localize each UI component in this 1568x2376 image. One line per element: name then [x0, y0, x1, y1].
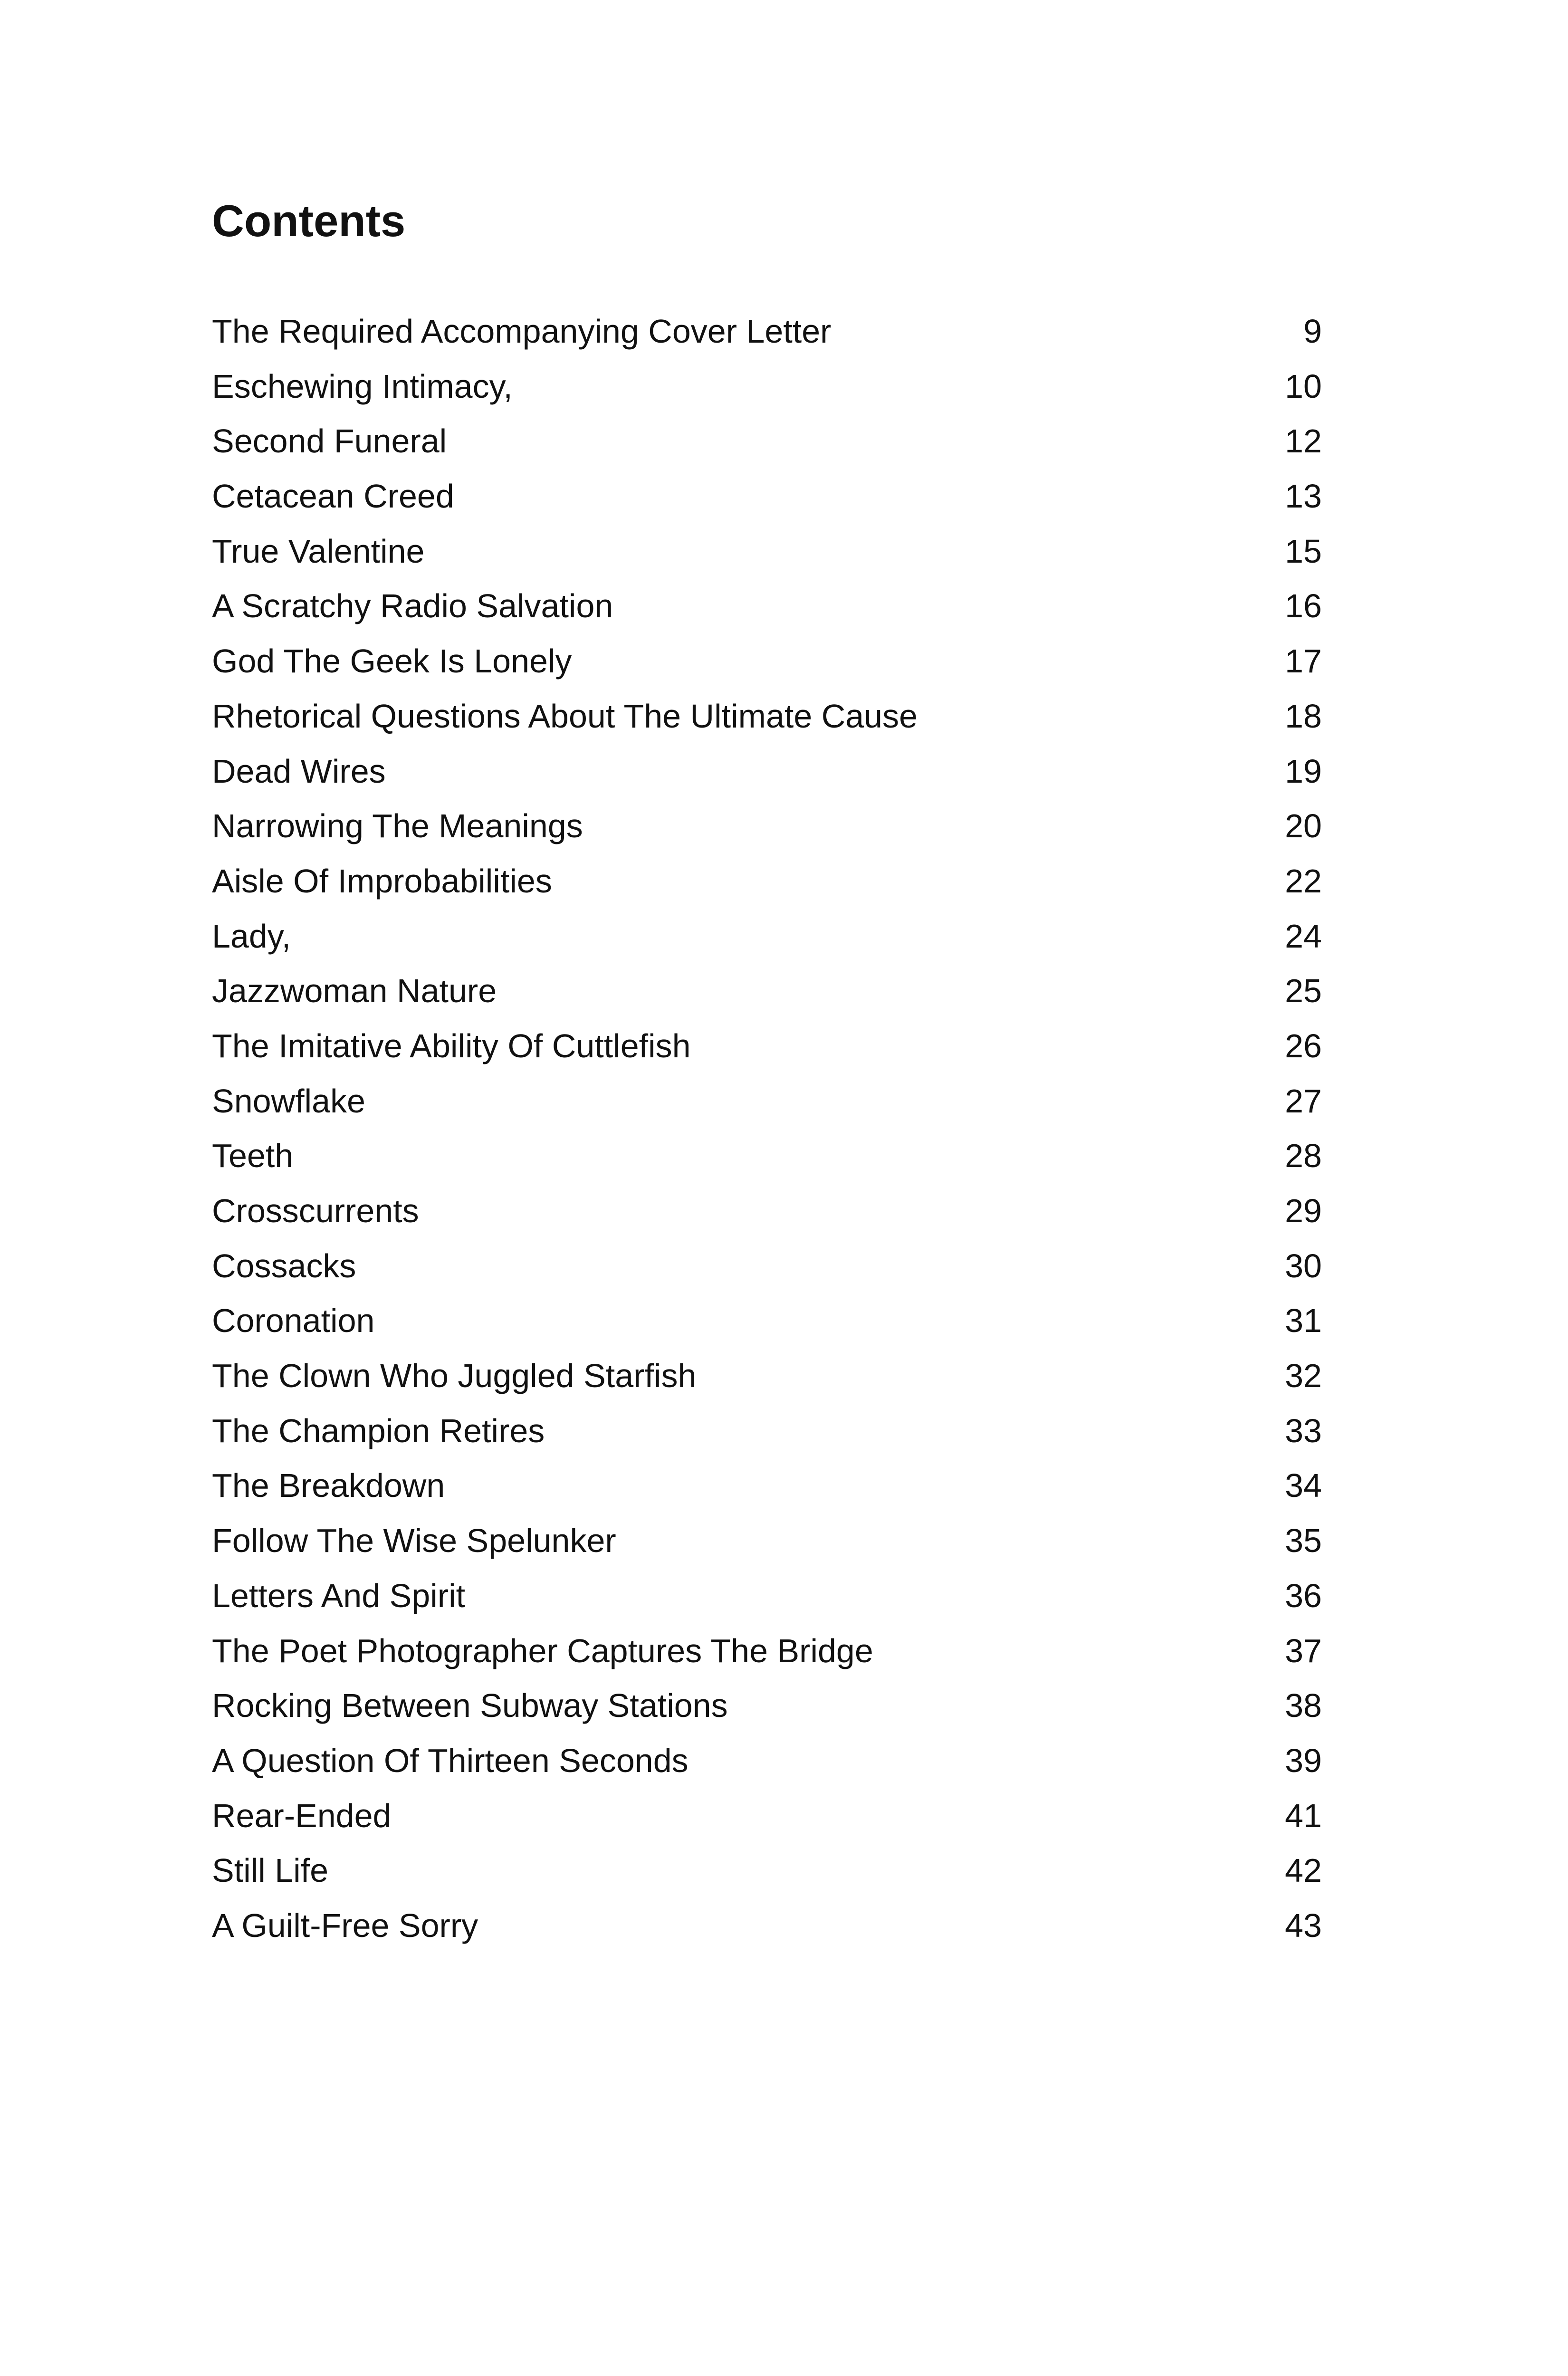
toc-entry [212, 1514, 1322, 1569]
toc-entry-title: Cossacks [212, 1247, 356, 1284]
toc-entry-page-number: 41 [1285, 1797, 1322, 1834]
toc-entry-page-number: 16 [1285, 587, 1322, 625]
toc-entry [212, 1074, 1322, 1129]
toc-entry-title: Snowflake [212, 1082, 365, 1120]
toc-entry [212, 689, 1322, 744]
toc-entry-page-number: 43 [1285, 1907, 1322, 1944]
toc-entry-title: Follow The Wise Spelunker [212, 1522, 616, 1560]
toc-entry-title: Still Life [212, 1852, 329, 1889]
toc-entry-title: Second Funeral [212, 422, 447, 460]
toc-entry-title: The Champion Retires [212, 1412, 545, 1449]
toc-entry-page-number: 18 [1285, 697, 1322, 735]
toc-entry-page-number: 30 [1285, 1247, 1322, 1284]
toc-entry-title: The Required Accompanying Cover Letter [212, 313, 832, 350]
toc-entry-page-number: 31 [1285, 1302, 1322, 1340]
toc-entry-page-number: 10 [1285, 367, 1322, 405]
toc-entry [212, 744, 1322, 799]
toc-entry-title: The Breakdown [212, 1467, 445, 1504]
toc-entry [212, 1129, 1322, 1184]
toc-entry [212, 1293, 1322, 1349]
toc-entry-title: Crosscurrents [212, 1192, 419, 1229]
toc-entry [212, 1019, 1322, 1074]
toc-entry-title: True Valentine [212, 532, 425, 570]
toc-entry-title: Cetacean Creed [212, 478, 454, 515]
toc-entry-title: A Scratchy Radio Salvation [212, 587, 613, 625]
toc-entry [212, 359, 1322, 414]
toc-entry [212, 1184, 1322, 1239]
toc-entry-page-number: 35 [1285, 1522, 1322, 1560]
toc-entry-page-number: 26 [1285, 1027, 1322, 1064]
toc-entry-page-number: 33 [1285, 1412, 1322, 1449]
toc-entry [212, 909, 1322, 964]
toc-entry-page-number: 28 [1285, 1137, 1322, 1175]
toc-entry-page-number: 27 [1285, 1082, 1322, 1120]
toc-entry-page-number: 34 [1285, 1467, 1322, 1504]
toc-entry [212, 1624, 1322, 1679]
toc-entry-page-number: 15 [1285, 532, 1322, 570]
toc-entry [212, 579, 1322, 634]
toc-entry-title: Dead Wires [212, 752, 386, 790]
toc-entry-title: Rocking Between Subway Stations [212, 1687, 728, 1725]
toc-entry-page-number: 24 [1285, 917, 1322, 955]
toc-entry-page-number: 22 [1285, 862, 1322, 900]
toc-entry [212, 304, 1322, 359]
toc-entry [212, 634, 1322, 689]
toc-entry [212, 1678, 1322, 1734]
toc-entry-title: The Imitative Ability Of Cuttlefish [212, 1027, 691, 1064]
toc-entry-page-number: 37 [1285, 1632, 1322, 1669]
toc-entry-title: A Question Of Thirteen Seconds [212, 1742, 688, 1779]
toc-entry [212, 1458, 1322, 1514]
toc-entry [212, 1898, 1322, 1954]
toc-entry-title: Rhetorical Questions About The Ultimate Cause [212, 697, 918, 735]
toc-entry [212, 414, 1322, 469]
toc-entry [212, 1239, 1322, 1294]
toc-entry-page-number: 9 [1303, 313, 1322, 350]
toc-entry [212, 799, 1322, 854]
toc-entry-page-number: 25 [1285, 972, 1322, 1010]
table-of-contents [212, 304, 1322, 1954]
toc-entry-title: Jazzwoman Nature [212, 972, 497, 1010]
toc-entry-title: Coronation [212, 1302, 375, 1340]
toc-entry [212, 1349, 1322, 1404]
toc-entry [212, 469, 1322, 524]
toc-entry [212, 524, 1322, 579]
toc-entry-title: The Poet Photographer Captures The Bridge [212, 1632, 873, 1669]
toc-entry-title: Teeth [212, 1137, 294, 1175]
toc-entry-title: God The Geek Is Lonely [212, 642, 572, 680]
toc-entry-title: The Clown Who Juggled Starfish [212, 1357, 697, 1395]
toc-entry-page-number: 17 [1285, 642, 1322, 680]
toc-entry-page-number: 29 [1285, 1192, 1322, 1229]
toc-entry-title: Letters And Spirit [212, 1577, 466, 1614]
toc-entry [212, 1843, 1322, 1898]
toc-entry-page-number: 19 [1285, 752, 1322, 790]
page-title: Contents [212, 196, 406, 246]
toc-entry [212, 854, 1322, 909]
toc-entry-title: A Guilt-Free Sorry [212, 1907, 478, 1944]
toc-entry [212, 1789, 1322, 1844]
toc-entry-page-number: 42 [1285, 1852, 1322, 1889]
toc-entry-page-number: 13 [1285, 478, 1322, 515]
toc-entry-page-number: 32 [1285, 1357, 1322, 1395]
toc-entry [212, 964, 1322, 1019]
toc-entry-page-number: 12 [1285, 422, 1322, 460]
toc-entry [212, 1569, 1322, 1624]
toc-entry-page-number: 20 [1285, 807, 1322, 845]
toc-entry-page-number: 36 [1285, 1577, 1322, 1614]
toc-entry-title: Aisle Of Improbabilities [212, 862, 552, 900]
toc-entry-page-number: 38 [1285, 1687, 1322, 1725]
toc-entry [212, 1734, 1322, 1789]
toc-entry-title: Rear-Ended [212, 1797, 392, 1834]
toc-entry-title: Lady, [212, 917, 291, 955]
toc-entry [212, 1404, 1322, 1459]
toc-entry-title: Narrowing The Meanings [212, 807, 583, 845]
toc-entry-page-number: 39 [1285, 1742, 1322, 1779]
toc-entry-title: Eschewing Intimacy, [212, 367, 513, 405]
